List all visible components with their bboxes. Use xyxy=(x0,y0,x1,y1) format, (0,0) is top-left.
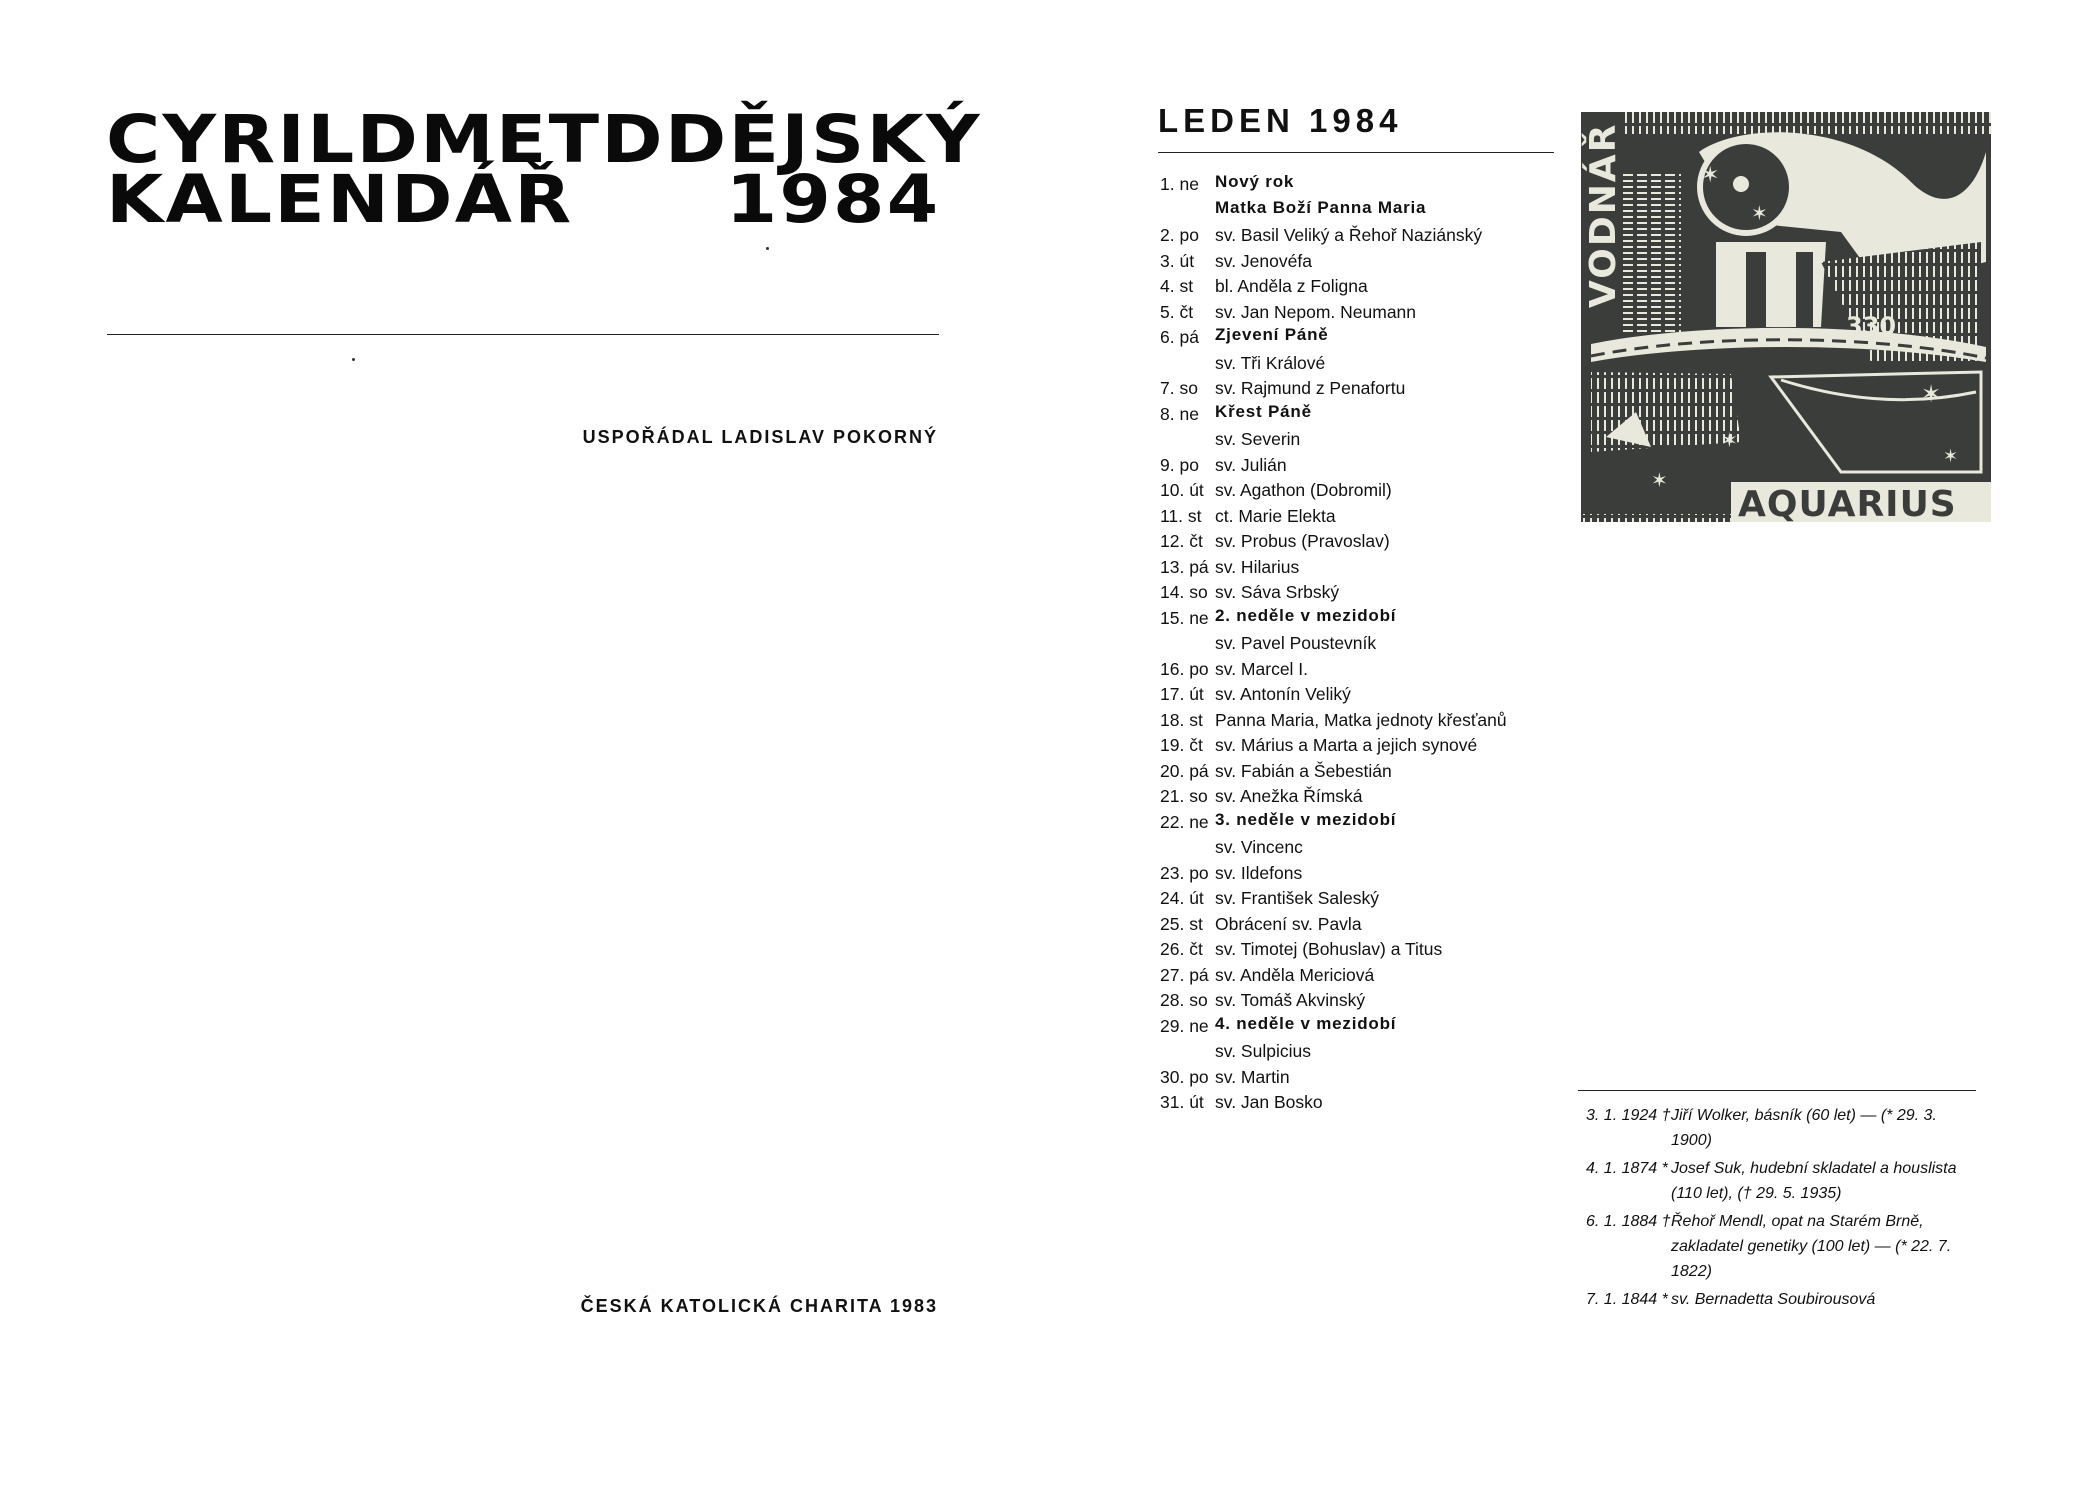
day-row xyxy=(1160,708,1580,734)
day-label: 22. ne xyxy=(1160,811,1209,832)
title-year: 1984 xyxy=(725,161,941,238)
day-label: 10. út xyxy=(1160,480,1204,500)
woodcut-top-texture xyxy=(1621,112,1991,134)
day-label: 26. čt xyxy=(1160,939,1203,959)
anniversary-text: Řehoř Mendl, opat na Starém Brně, zakladatel genetiky (100 let) — (* 22. 7. 1822) xyxy=(1671,1213,1952,1280)
saint-name: sv. Severin xyxy=(1215,429,1301,449)
woodcut-eye xyxy=(1733,176,1749,192)
anniversary-text: Josef Suk, hudební skladatel a houslista (110 let), († 29. 5. 1935) xyxy=(1671,1160,1957,1202)
title-line-1: CYRILDMETDDĚJSKÝ xyxy=(106,101,982,178)
woodcut-side-texture xyxy=(1621,172,1681,332)
saint-name: sv. Agathon (Dobromil) xyxy=(1215,480,1392,500)
feast-name: Zjevení Páně xyxy=(1215,325,1329,344)
day-row xyxy=(1160,1090,1580,1116)
anniversary-entry xyxy=(1578,1103,1980,1153)
day-label: 15. ne xyxy=(1160,607,1209,628)
woodcut-vodnar-text: VODNÁŘ xyxy=(1583,122,1624,308)
saint-name: sv. Sáva Srbský xyxy=(1215,582,1340,602)
anniversary-text: sv. Bernadetta Soubirousová xyxy=(1671,1291,1876,1308)
feast-name: Křest Páně xyxy=(1215,401,1312,421)
day-label: 30. po xyxy=(1160,1066,1209,1087)
saint-name: sv. Basil Veliký a Řehoř Naziánský xyxy=(1215,225,1483,245)
saint-name: sv. Márius a Marta a jejich synové xyxy=(1215,735,1478,755)
day-label: 18. st xyxy=(1160,709,1203,730)
day-row xyxy=(1160,810,1580,836)
woodcut-aquarius-text: AQUARIUS xyxy=(1738,484,1957,522)
saint-name: sv. Marcel I. xyxy=(1215,658,1309,679)
woodcut-bottom-texture xyxy=(1581,514,1731,522)
day-row xyxy=(1160,759,1580,785)
title-line-2 xyxy=(106,161,941,238)
day-row xyxy=(1160,453,1580,479)
day-label: 16. po xyxy=(1160,658,1209,679)
saint-name: ct. Marie Elekta xyxy=(1215,505,1336,526)
svg-text:✶: ✶ xyxy=(1651,468,1668,492)
day-label: 1. ne xyxy=(1160,174,1199,194)
saint-name: sv. Vincenc xyxy=(1215,837,1303,857)
day-row xyxy=(1160,198,1580,224)
day-row xyxy=(1160,1014,1580,1040)
anniversary-date: 3. 1. 1924 † xyxy=(1586,1107,1671,1124)
month-year: 1984 xyxy=(1309,102,1403,139)
day-row xyxy=(1160,733,1580,759)
book-title xyxy=(106,101,982,238)
saint-name: bl. Anděla z Foligna xyxy=(1215,276,1368,296)
title-word: KALENDÁŘ xyxy=(106,161,574,238)
anniversary-date: 6. 1. 1884 † xyxy=(1586,1213,1671,1230)
day-label: 21. so xyxy=(1160,786,1208,806)
day-row xyxy=(1160,657,1580,683)
day-row xyxy=(1160,606,1580,632)
day-row xyxy=(1160,631,1580,657)
anniversary-entry xyxy=(1578,1287,1980,1312)
day-row xyxy=(1160,529,1580,555)
day-label: 19. čt xyxy=(1160,735,1203,755)
day-label: 2. po xyxy=(1160,225,1199,245)
day-label: 27. pá xyxy=(1160,964,1209,985)
day-list xyxy=(1160,172,1580,1116)
day-label: 13. pá xyxy=(1160,556,1209,577)
svg-text:✶: ✶ xyxy=(1721,428,1738,452)
feast-name: 3. neděle v mezidobí xyxy=(1215,809,1397,829)
day-row xyxy=(1160,351,1580,377)
feast-name: 4. neděle v mezidobí xyxy=(1215,1013,1397,1033)
saint-name: sv. Pavel Poustevník xyxy=(1215,633,1377,653)
saint-name: sv. František Saleský xyxy=(1215,888,1380,908)
svg-text:✶: ✶ xyxy=(1931,195,1952,223)
saint-name: Obrácení sv. Pavla xyxy=(1215,913,1362,934)
day-label: 29. ne xyxy=(1160,1015,1209,1036)
woodcut-urn xyxy=(1746,252,1766,402)
day-row xyxy=(1160,861,1580,887)
saint-name: sv. Martin xyxy=(1215,1066,1290,1087)
saint-name: Panna Maria, Matka jednoty křesťanů xyxy=(1215,709,1507,730)
saint-name: sv. Tomáš Akvinský xyxy=(1215,990,1366,1010)
saint-name: sv. Jan Nepom. Neumann xyxy=(1215,301,1417,322)
month-divider xyxy=(1158,152,1554,153)
day-row xyxy=(1160,1039,1580,1065)
day-row xyxy=(1160,325,1580,351)
day-label: 28. so xyxy=(1160,990,1208,1010)
day-row xyxy=(1160,886,1580,912)
saint-name: sv. Julián xyxy=(1215,454,1287,475)
day-row xyxy=(1160,937,1580,963)
anniversary-entry xyxy=(1578,1156,1980,1206)
day-label: 5. čt xyxy=(1160,301,1194,322)
day-row xyxy=(1160,835,1580,861)
day-row xyxy=(1160,963,1580,989)
svg-text:✶: ✶ xyxy=(1751,201,1768,225)
saint-name: sv. Ildefons xyxy=(1215,862,1303,883)
day-row xyxy=(1160,478,1580,504)
day-row xyxy=(1160,223,1580,249)
anniversary-date: 4. 1. 1874 * xyxy=(1586,1160,1668,1177)
saint-name: sv. Sulpicius xyxy=(1215,1041,1311,1061)
day-label: 14. so xyxy=(1160,582,1208,602)
month-name: LEDEN xyxy=(1158,102,1295,139)
svg-text:✶: ✶ xyxy=(1701,163,1720,188)
saint-name: sv. Anežka Římská xyxy=(1215,786,1363,806)
day-row xyxy=(1160,1065,1580,1091)
day-label: 11. st xyxy=(1160,505,1202,526)
publisher-credit: ČESKÁ KATOLICKÁ CHARITA 1983 xyxy=(580,1296,938,1316)
saint-name: sv. Rajmund z Penafortu xyxy=(1215,378,1406,398)
day-label: 3. út xyxy=(1160,250,1195,271)
saint-name: sv. Fabián a Šebestián xyxy=(1215,760,1392,781)
day-row xyxy=(1160,912,1580,938)
svg-text:✶: ✶ xyxy=(1943,446,1959,467)
anniversaries-divider xyxy=(1578,1090,1976,1091)
anniversary-date: 7. 1. 1844 * xyxy=(1586,1291,1668,1308)
feast-name: Matka Boží Panna Maria xyxy=(1215,197,1427,217)
svg-text:✶: ✶ xyxy=(1921,380,1942,408)
aquarius-woodcut xyxy=(1581,112,1991,522)
saint-name: sv. Antonín Veliký xyxy=(1215,684,1351,704)
anniversary-text: Jiří Wolker, básník (60 let) — (* 29. 3. 1900) xyxy=(1671,1107,1937,1149)
anniversaries-list xyxy=(1578,1103,1980,1315)
month-header xyxy=(1158,102,1402,140)
day-label: 17. út xyxy=(1160,684,1204,704)
day-label: 25. st xyxy=(1160,913,1203,934)
title-divider xyxy=(107,334,939,335)
woodcut-lower-left-texture xyxy=(1591,372,1741,452)
print-speck xyxy=(352,358,355,361)
day-label: 8. ne xyxy=(1160,403,1199,424)
day-label: 9. po xyxy=(1160,454,1199,475)
print-speck xyxy=(766,247,769,250)
woodcut-image xyxy=(1581,112,1991,522)
saint-name: sv. Probus (Pravoslav) xyxy=(1215,531,1390,551)
feast-name: 2. neděle v mezidobí xyxy=(1215,605,1397,625)
day-row xyxy=(1160,274,1580,300)
saint-name: sv. Timotej (Bohuslav) a Titus xyxy=(1215,939,1443,959)
day-row xyxy=(1160,402,1580,428)
day-row xyxy=(1160,249,1580,275)
saint-name: sv. Tři Králové xyxy=(1215,352,1326,373)
day-label: 24. út xyxy=(1160,888,1204,908)
day-label: 7. so xyxy=(1160,378,1198,398)
saint-name: sv. Hilarius xyxy=(1215,556,1300,577)
day-label: 12. čt xyxy=(1160,531,1203,551)
day-row xyxy=(1160,427,1580,453)
woodcut-number: 330 xyxy=(1846,312,1897,340)
saint-name: sv. Jan Bosko xyxy=(1215,1092,1323,1112)
day-label: 4. st xyxy=(1160,276,1194,296)
saint-name: sv. Anděla Mericiová xyxy=(1215,964,1375,985)
day-label: 20. pá xyxy=(1160,760,1209,781)
feast-name: Nový rok xyxy=(1215,172,1295,191)
day-label: 6. pá xyxy=(1160,327,1199,347)
day-row xyxy=(1160,682,1580,708)
editor-credit: USPOŘÁDAL LADISLAV POKORNÝ xyxy=(582,427,938,447)
anniversary-entry xyxy=(1578,1209,1980,1284)
day-row xyxy=(1160,555,1580,581)
saint-name: sv. Jenovéfa xyxy=(1215,250,1312,271)
day-row xyxy=(1160,504,1580,530)
day-label: 31. út xyxy=(1160,1092,1204,1112)
day-label: 23. po xyxy=(1160,862,1209,883)
